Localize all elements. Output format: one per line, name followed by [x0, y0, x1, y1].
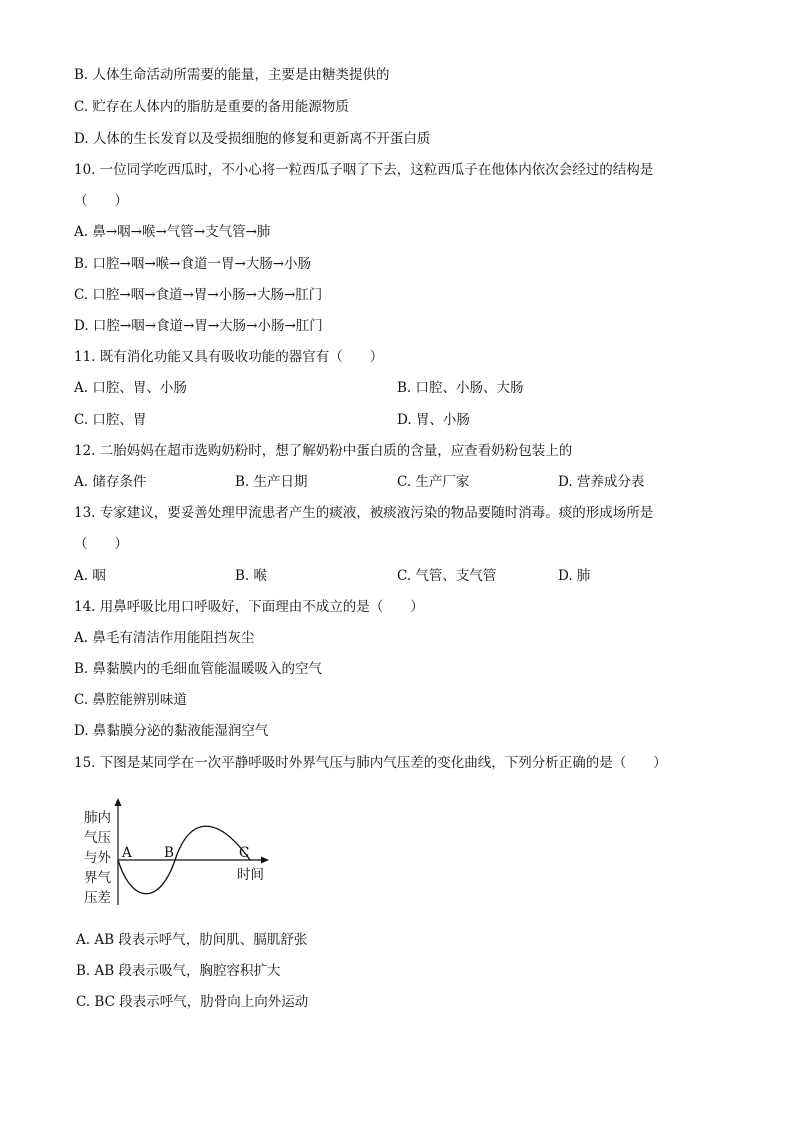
q11-option-c: C. 口腔、胃 — [74, 412, 147, 428]
q13-option-a: A. 咽 — [74, 568, 106, 584]
q10-stem-blank: （ ） — [74, 193, 128, 209]
q12-option-b: B. 生产日期 — [235, 474, 308, 490]
q9-option-c: C. 贮存在人体内的脂肪是重要的备用能源物质 — [74, 99, 349, 115]
graph-point-b: B — [164, 845, 174, 861]
q11-stem: 11. 既有消化功能又具有吸收功能的器官有（ ） — [74, 349, 384, 365]
q13-stem: 13. 专家建议，要妥善处理甲流患者产生的痰液，被痰液污染的物品要随时消毒。痰的形成场所是 — [74, 505, 654, 521]
q12-option-d: D. 营养成分表 — [558, 474, 645, 490]
q14-option-a: A. 鼻毛有清洁作用能阻挡灰尘 — [74, 630, 255, 646]
graph-x-axis-arrow — [261, 857, 269, 864]
q12-stem: 12. 二胎妈妈在超市选购奶粉时，想了解奶粉中蛋白质的含量，应查看奶粉包装上的 — [74, 443, 573, 459]
q10-option-c: C. 口腔→咽→食道→胃→小肠→大肠→肛门 — [74, 287, 323, 303]
graph-y-axis-arrow — [115, 798, 122, 806]
pressure-difference-graph — [80, 795, 280, 910]
q14-stem: 14. 用鼻呼吸比用口呼吸好，下面理由不成立的是（ ） — [74, 599, 424, 615]
q9-option-d: D. 人体的生长发育以及受损细胞的修复和更新离不开蛋白质 — [74, 131, 431, 147]
q15-option-a: A. AB 段表示呼气，肋间肌、膈肌舒张 — [76, 932, 308, 948]
q11-option-a: A. 口腔、胃、小肠 — [74, 380, 187, 396]
q10-option-d: D. 口腔→咽→食道→胃→大肠→小肠→肛门 — [74, 318, 323, 334]
q15-stem: 15. 下图是某同学在一次平静呼吸时外界气压与肺内气压差的变化曲线，下列分析正确的是（ ） — [74, 755, 667, 771]
graph-ylabel-line: 气压 — [84, 830, 111, 846]
graph-xlabel: 时间 — [237, 867, 264, 883]
graph-point-a: A — [122, 845, 132, 861]
graph-ylabel-line: 与外 — [84, 850, 111, 866]
q10-option-b: B. 口腔→咽→喉→食道一胃→大肠→小肠 — [74, 256, 312, 272]
q14-option-d: D. 鼻黏膜分泌的黏液能湿润空气 — [74, 723, 269, 739]
q10-stem: 10. 一位同学吃西瓜时，不小心将一粒西瓜子咽了下去，这粒西瓜子在他体内依次会经过的结构是 — [74, 162, 654, 178]
q15-option-c: C. BC 段表示呼气，肋骨向上向外运动 — [76, 994, 309, 1010]
q11-option-d: D. 胃、小肠 — [397, 412, 470, 428]
q11-option-b: B. 口腔、小肠、大肠 — [397, 380, 524, 396]
q13-option-b: B. 喉 — [235, 568, 268, 584]
q13-option-c: C. 气管、支气管 — [397, 568, 497, 584]
q12-option-a: A. 储存条件 — [74, 474, 147, 490]
graph-ylabel-line: 压差 — [84, 890, 111, 906]
q13-stem-blank: （ ） — [74, 536, 128, 552]
q12-option-c: C. 生产厂家 — [397, 474, 470, 490]
graph-ylabel-line: 界气 — [84, 870, 111, 886]
graph-ylabel-line: 肺内 — [84, 810, 111, 826]
q13-option-d: D. 肺 — [558, 568, 591, 584]
graph-point-c: C — [239, 845, 250, 861]
q10-option-a: A. 鼻→咽→喉→气管→支气管→肺 — [74, 224, 271, 240]
q15-option-b: B. AB 段表示吸气，胸腔容积扩大 — [76, 963, 281, 979]
q9-option-b: B. 人体生命活动所需要的能量，主要是由糖类提供的 — [74, 67, 390, 83]
q14-option-b: B. 鼻黏膜内的毛细血管能温暖吸入的空气 — [74, 661, 323, 677]
q14-option-c: C. 鼻腔能辨别味道 — [74, 692, 187, 708]
